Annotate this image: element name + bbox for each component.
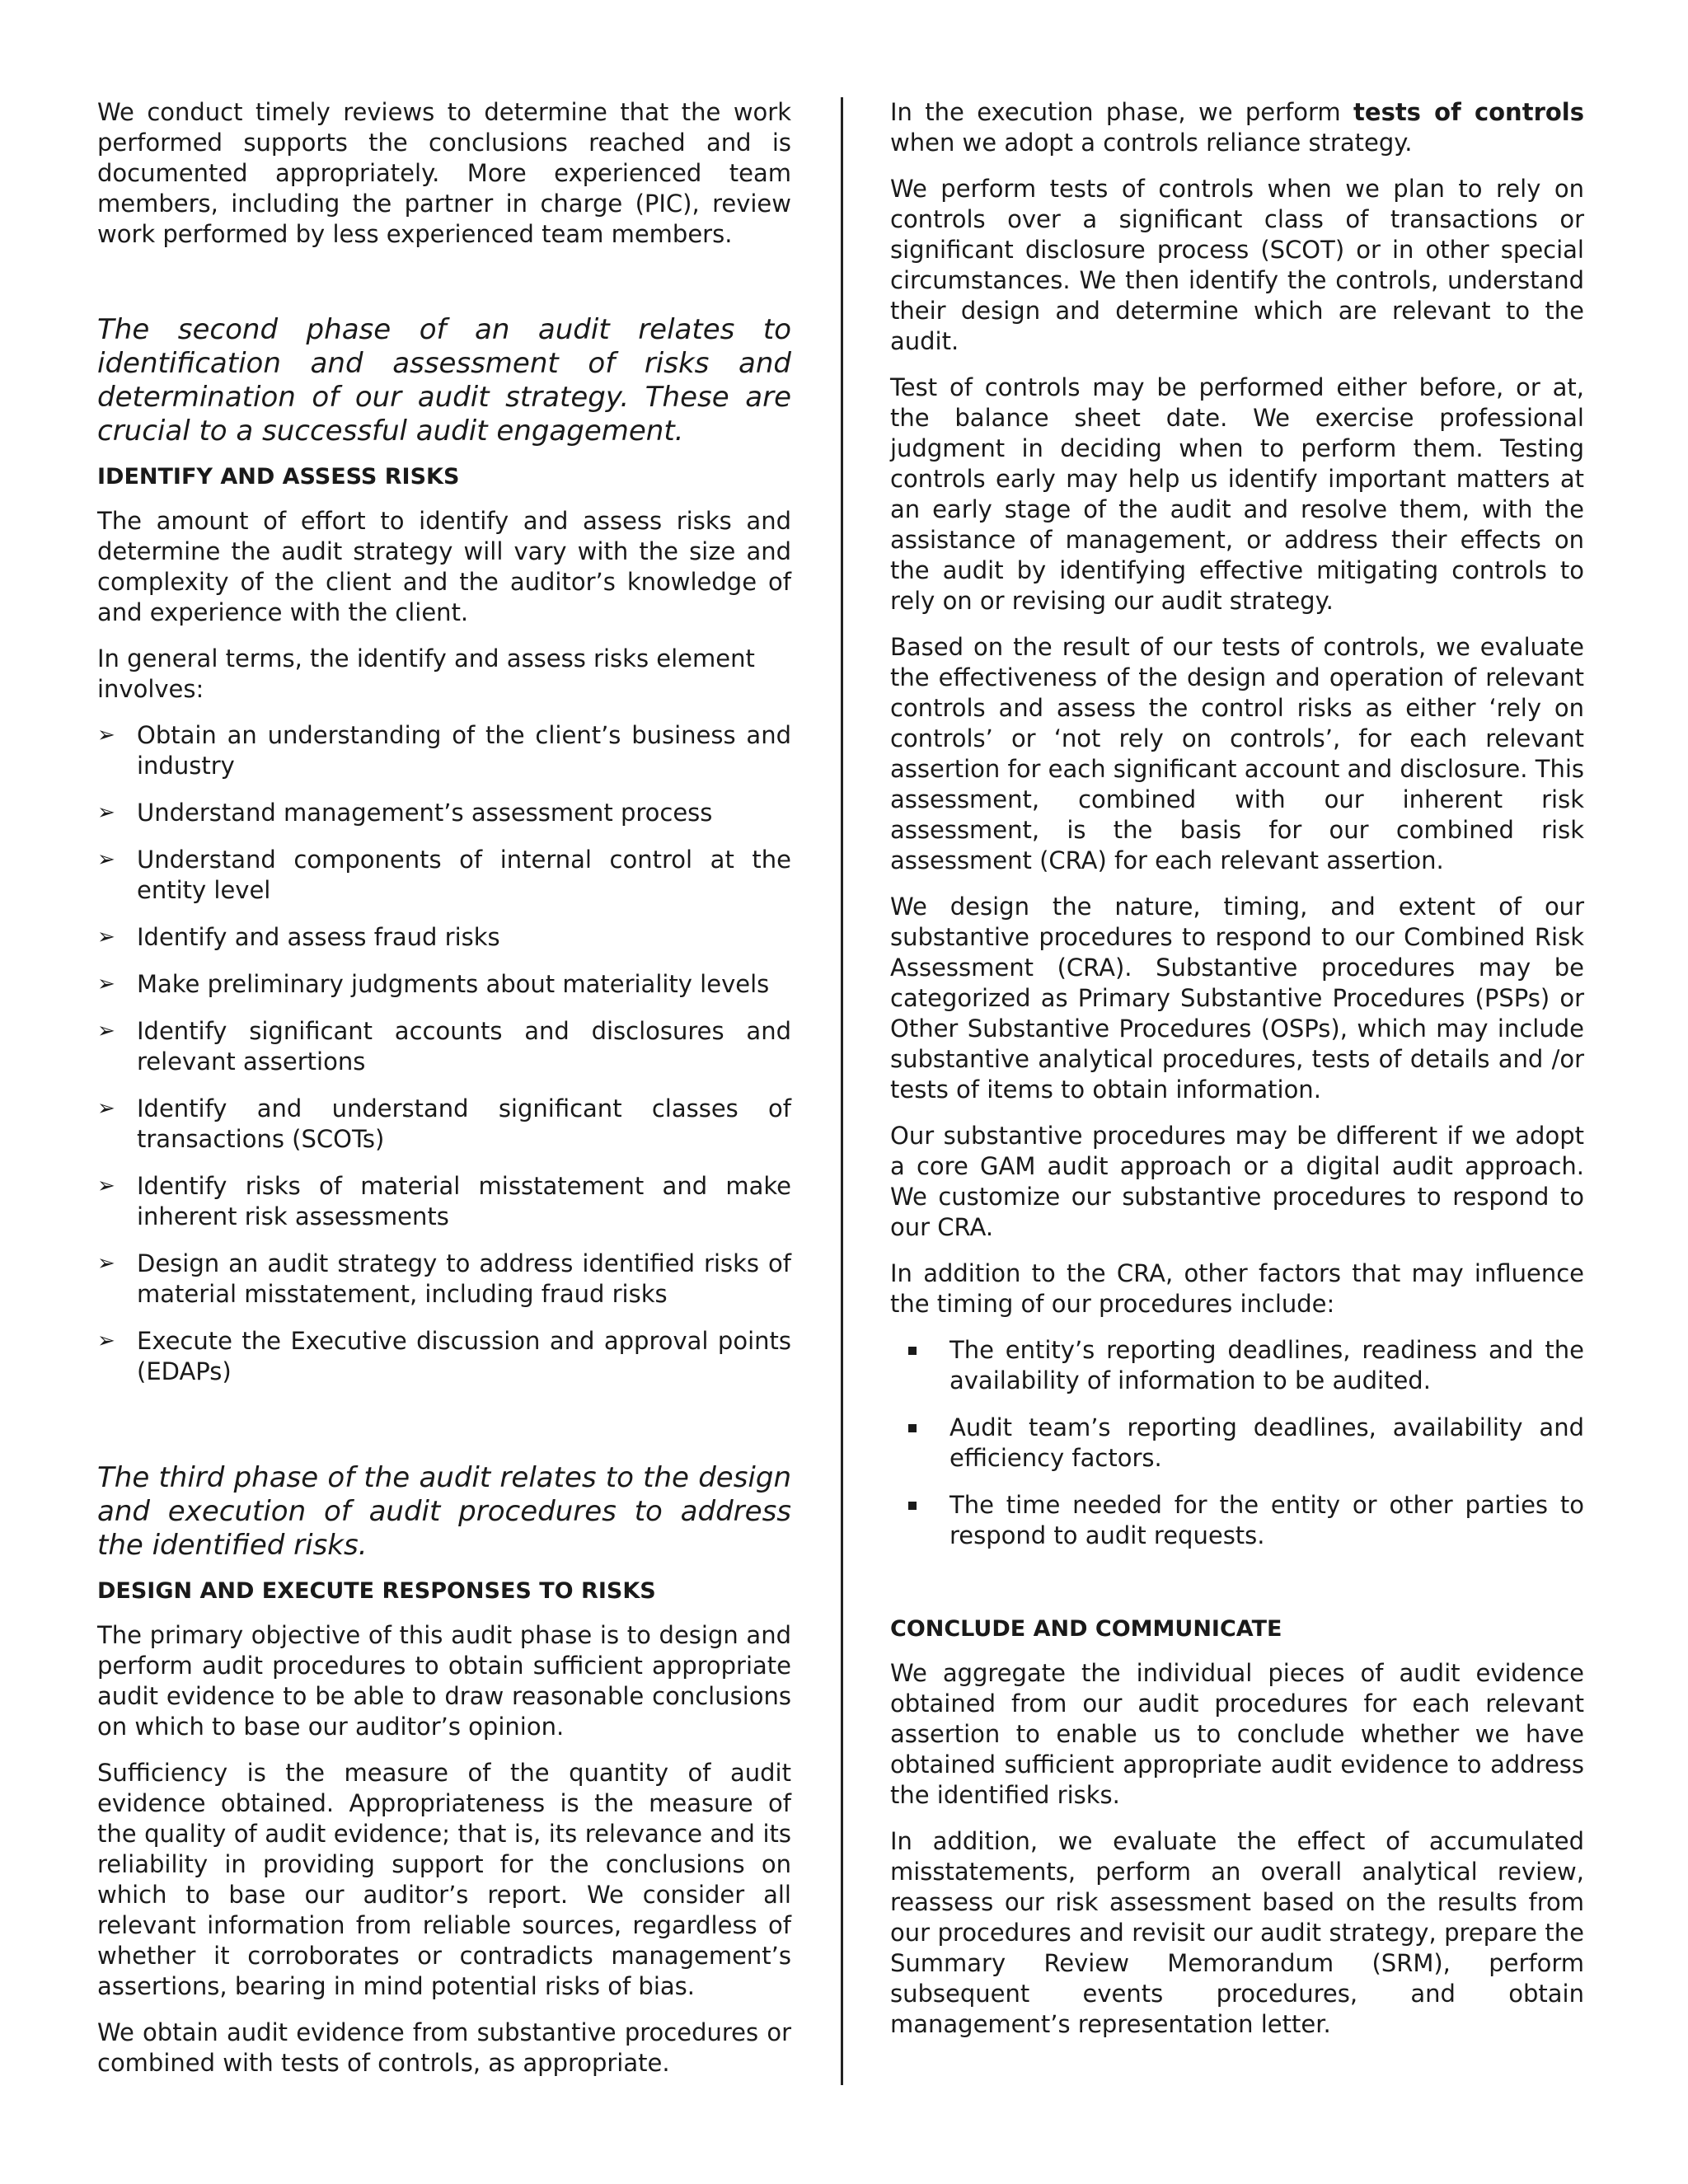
list-item: ➢ Identify significant accounts and disclosures and relevant assertions (97, 1017, 791, 1076)
aggregate-evidence-paragraph: We aggregate the individual pieces of audit evidence obtained from our audit procedures for each relevant assertion to enable us to conclude whether we have obtained sufficient appropriate audit evidence to address the identified risks. (890, 1659, 1584, 1809)
list-item: ➢ Obtain an understanding of the client’s business and industry (97, 721, 791, 780)
arrow-bullet-icon: ➢ (97, 1096, 115, 1121)
evaluate-effectiveness-paragraph: Based on the result of our tests of controls, we evaluate the effectiveness of the design and operation of relevant controls and assess the control risks as either ‘rely on controls’ or ‘not rely on controls’, for each relevant assertion for each significant account and disclosure. This assessment, combined with our inherent risk assessment, is the basis for our combined risk assessment (CRA) for each relevant assertion. (890, 633, 1584, 874)
list-item: ➢ Identify risks of material misstatement and make inherent risk assessments (97, 1172, 791, 1230)
conclude-communicate-heading: CONCLUDE AND COMMUNICATE (890, 1616, 1282, 1642)
list-item: ➢ Identify and understand significant classes of transactions (SCOTs) (97, 1094, 791, 1153)
arrow-bullet-icon: ➢ (97, 1019, 115, 1043)
perform-tests-paragraph: We perform tests of controls when we plan to rely on controls over a significant class of transactions or significant disclosure process (SCOT) or in other special circumstances. We then identify the controls, understand their design and determine which are relevant to the audit. (890, 175, 1584, 355)
audit-evidence-paragraph: We obtain audit evidence from substantive procedures or combined with tests of controls, as appropriate. (97, 2018, 791, 2077)
arrow-bullet-icon: ➢ (97, 1174, 115, 1198)
arrow-bullet-icon: ➢ (97, 925, 115, 949)
general-terms-paragraph: In general terms, the identify and assess risks element involves: (97, 644, 755, 703)
square-bullet-icon (908, 1502, 917, 1510)
timing-factors-list (890, 1335, 1584, 1551)
accumulated-misstatements-paragraph: In addition, we evaluate the effect of accumulated misstatements, perform an overall analytical review, reassess our risk assessment based on the results from our procedures and revisit our audit strategy, prepare the Summary Review Memorandum (SRM), perform subsequent events procedures, and obtain management’s representation letter. (890, 1827, 1584, 2038)
identify-assess-list (97, 720, 791, 1387)
identify-assess-heading: IDENTIFY AND ASSESS RISKS (97, 464, 460, 490)
tests-of-controls-emphasis: tests of controls (1353, 98, 1584, 126)
list-item: ➢ Understand components of internal control at the entity level (97, 846, 791, 904)
test-timing-paragraph: Test of controls may be performed either before, or at, the balance sheet date. We exercise professional judgment in deciding when to perform them. Testing controls early may help us identify important matters at an early stage of the audit and resolve them, with the assistance of management, or address their effects on the audit by identifying effective mitigating controls to rely on or revising our audit strategy. (890, 373, 1584, 615)
list-item: ➢ Execute the Executive discussion and approval points (EDAPs) (97, 1327, 791, 1385)
square-bullet-icon (908, 1424, 917, 1432)
list-item: ➢ Identify and assess fraud risks (97, 923, 500, 951)
substantive-design-paragraph: We design the nature, timing, and extent of our substantive procedures to respond to our Combined Risk Assessment (CRA). Substantive procedures may be categorized as Primary Substantive Procedures (PSPs) or Other Substantive Procedures (OSPs), which may include substantive analytical procedures, tests of details and /or tests of items to obtain information. (890, 893, 1584, 1104)
list-item: ➢ Understand management’s assessment process (97, 799, 713, 827)
list-item: The time needed for the entity or other parties to respond to audit requests. (890, 1490, 1584, 1551)
sufficiency-paragraph: Sufficiency is the measure of the quantity of audit evidence obtained. Appropriateness is the measure of the quality of audit evidence; that is, its relevance and its reliability in providing support for the conclusions on which to base our auditor’s report. We consider all relevant information from reliable sources, regardless of whether it corroborates or contradicts management’s assertions, bearing in mind potential risks of bias. (97, 1759, 791, 2000)
primary-objective-paragraph: The primary objective of this audit phase is to design and perform audit procedures to obtain sufficient appropriate audit evidence to be able to draw reasonable conclusions on which to base our auditor’s opinion. (97, 1621, 791, 1741)
arrow-bullet-icon: ➢ (97, 1251, 115, 1276)
execution-phase-paragraph: In the execution phase, we perform tests of controls when we adopt a controls reliance strategy. (890, 98, 1584, 157)
column-divider (841, 97, 843, 2085)
arrow-bullet-icon: ➢ (97, 972, 115, 996)
timing-factors-paragraph: In addition to the CRA, other factors that may influence the timing of our procedures include: (890, 1259, 1584, 1318)
second-phase-lead: The second phase of an audit relates to identification and assessment of risks and determination of our audit strategy. These are crucial to a successful audit engagement. (97, 313, 791, 448)
substantive-approach-paragraph: Our substantive procedures may be different if we adopt a core GAM audit approach or a digital audit approach. We customize our substantive procedures to respond to our CRA. (890, 1122, 1584, 1241)
arrow-bullet-icon: ➢ (97, 847, 115, 872)
list-item: ➢ Design an audit strategy to address identified risks of material misstatement, including fraud risks (97, 1249, 791, 1308)
third-phase-lead: The third phase of the audit relates to the design and execution of audit procedures to address the identified risks. (97, 1461, 791, 1562)
right-column (890, 97, 1584, 2055)
effort-paragraph: The amount of effort to identify and assess risks and determine the audit strategy will vary with the size and complexity of the client and the auditor’s knowledge of and experience with the client. (97, 507, 791, 626)
arrow-bullet-icon: ➢ (97, 1329, 115, 1353)
list-item: Audit team’s reporting deadlines, availability and efficiency factors. (890, 1413, 1584, 1474)
square-bullet-icon (908, 1347, 917, 1355)
left-column (97, 97, 791, 2094)
design-execute-heading: DESIGN AND EXECUTE RESPONSES TO RISKS (97, 1578, 656, 1604)
arrow-bullet-icon: ➢ (97, 800, 115, 825)
arrow-bullet-icon: ➢ (97, 723, 115, 748)
list-item: The entity’s reporting deadlines, readiness and the availability of information to be audited. (890, 1335, 1584, 1396)
review-paragraph: We conduct timely reviews to determine that the work performed supports the conclusions reached and is documented appropriately. More experienced team members, including the partner in charge (PIC), review work performed by less experienced team members. (97, 98, 791, 248)
list-item: ➢ Make preliminary judgments about materiality levels (97, 970, 770, 998)
